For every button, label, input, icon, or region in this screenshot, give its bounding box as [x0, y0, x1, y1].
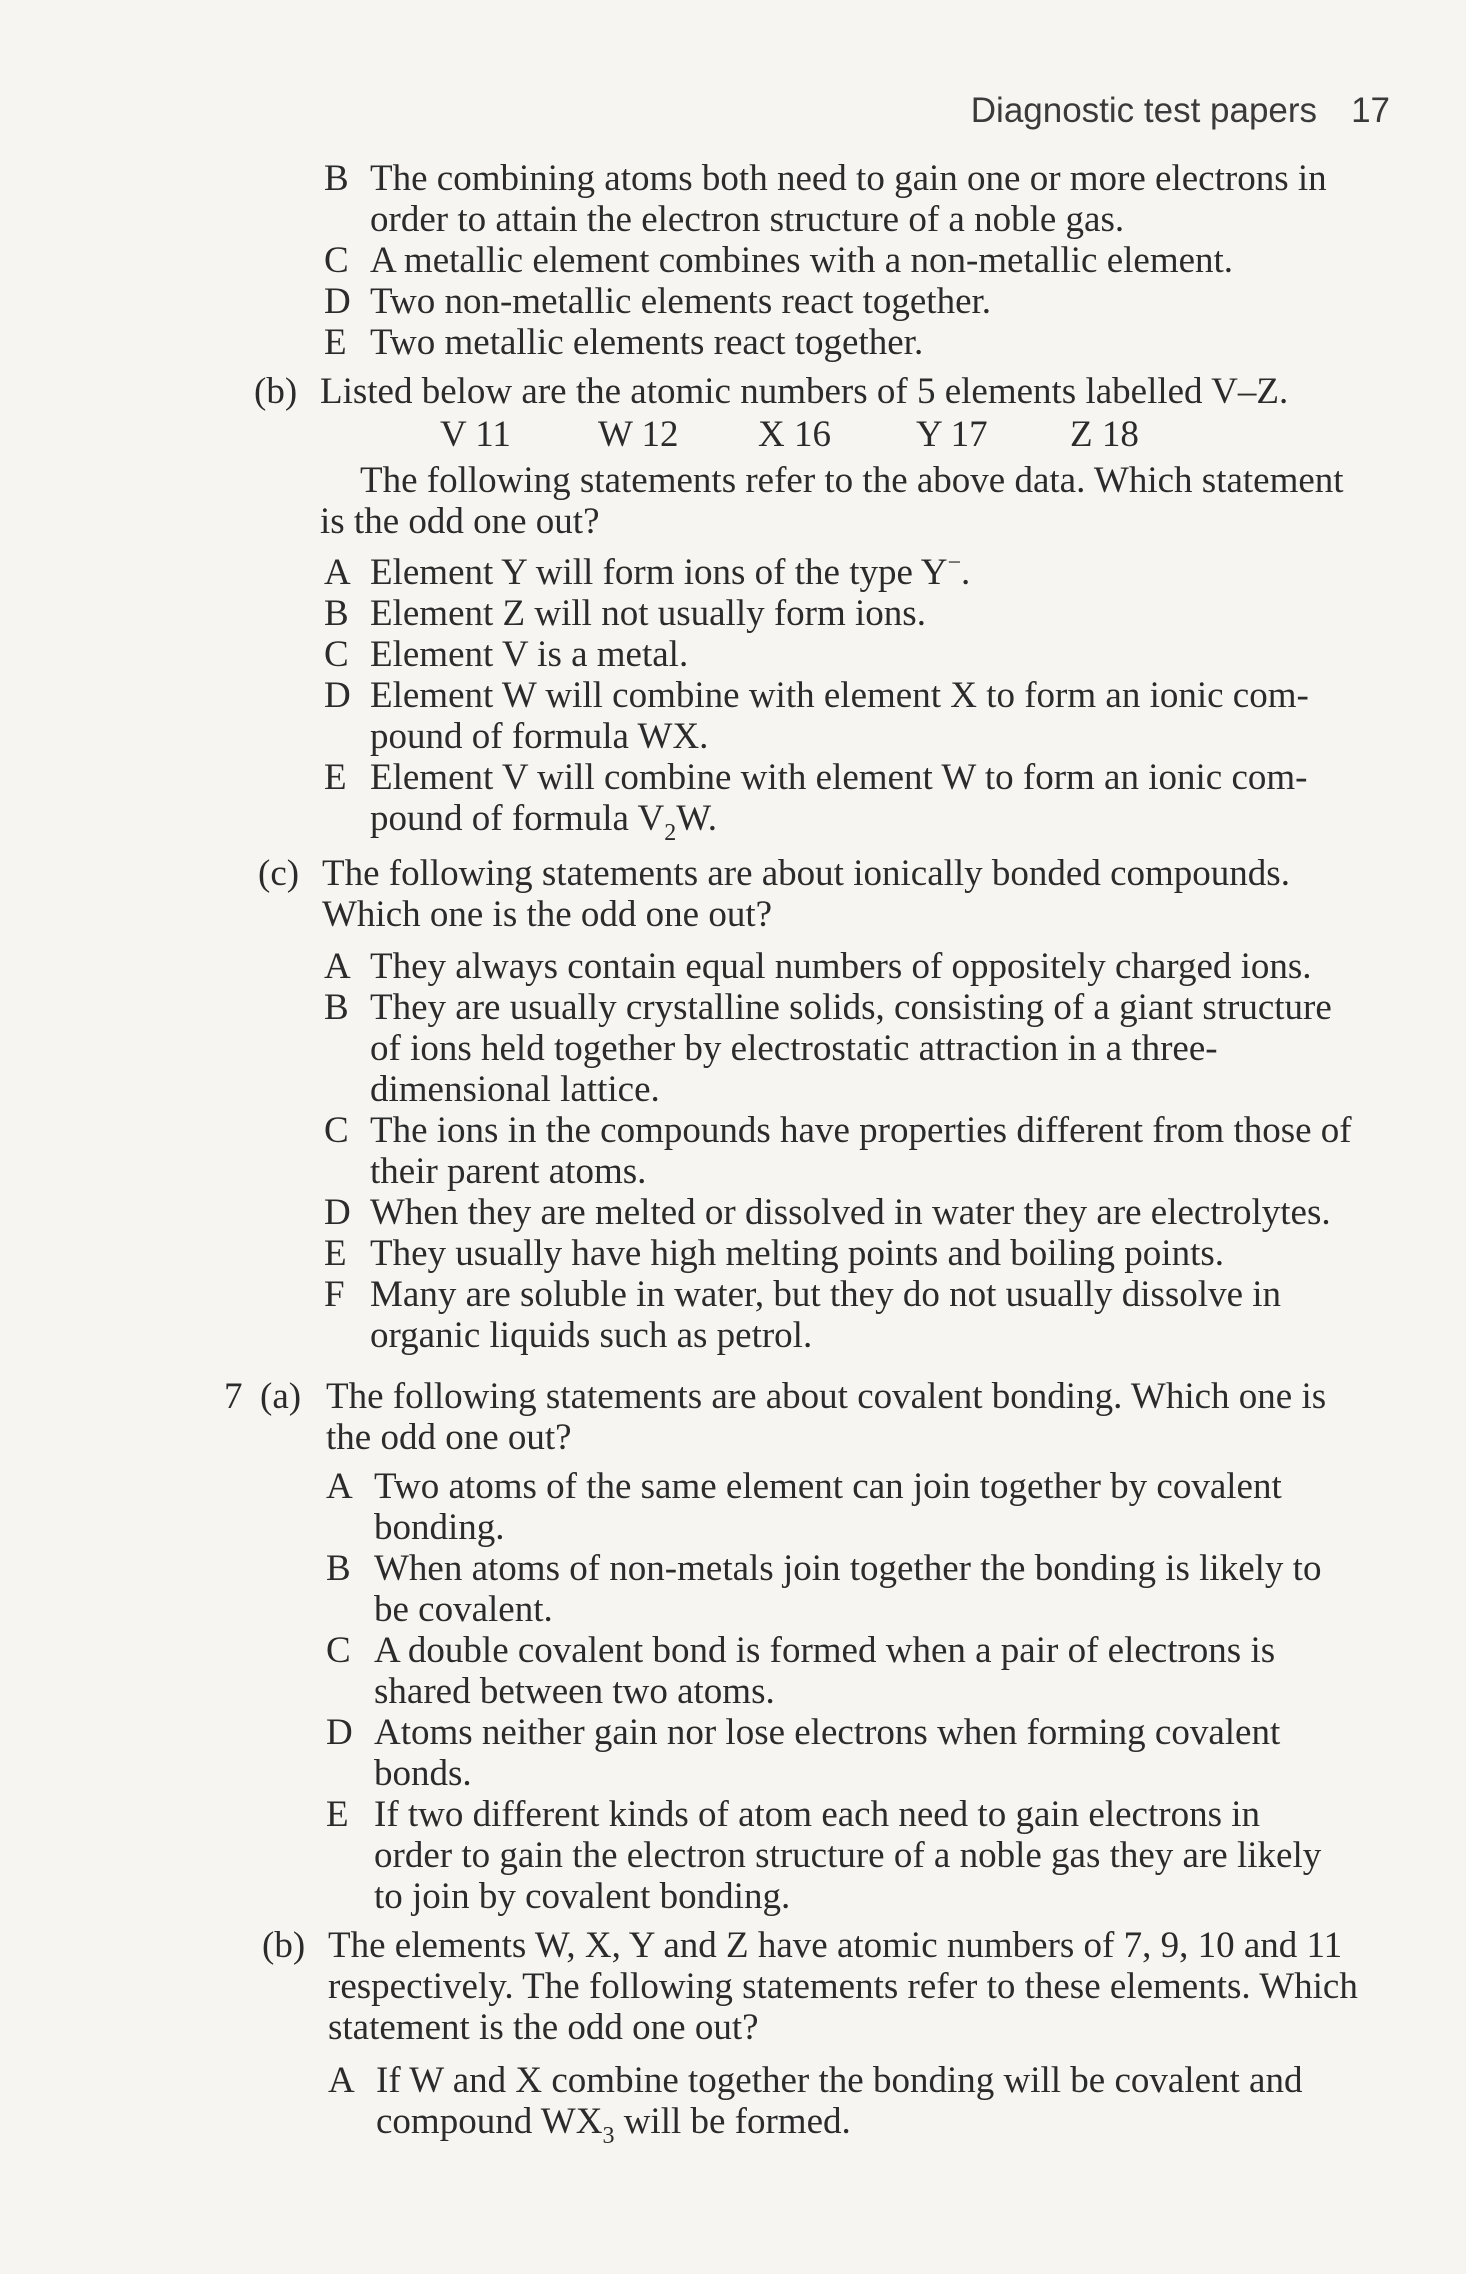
option-letter: B [324, 593, 349, 634]
option-text-line: of ions held together by electrostatic attraction in a three- [370, 1028, 1218, 1069]
option-letter: C [324, 1110, 349, 1151]
question-intro: Listed below are the atomic numbers of 5 elements labelled V–Z. [320, 371, 1289, 412]
page-number: 17 [1351, 91, 1390, 130]
element-value: Y 17 [916, 414, 988, 455]
option-text-line: Element V will combine with element W to form an ionic com- [370, 757, 1308, 798]
option-text-line: pound of formula WX. [370, 716, 709, 757]
running-title: Diagnostic test papers [970, 91, 1318, 130]
option-letter: D [326, 1712, 353, 1753]
question-stem-line: Which one is the odd one out? [322, 894, 773, 935]
option-letter: A [324, 552, 351, 593]
option-text-line: They usually have high melting points and boiling points. [370, 1233, 1224, 1274]
option-text-line: Element Y will form ions of the type Y−. [370, 550, 971, 593]
question-stem-line: The following statements refer to the above data. Which statement [360, 460, 1344, 501]
option-text-line: Many are soluble in water, but they do not usually dissolve in [370, 1274, 1282, 1315]
option-text-line: bonds. [374, 1753, 472, 1794]
element-value: Z 18 [1070, 414, 1139, 455]
option-text-line: bonding. [374, 1507, 505, 1548]
question-stem-line: respectively. The following statements refer to these elements. Which [328, 1966, 1358, 2007]
option-text-line: order to gain the electron structure of a noble gas they are likely [374, 1835, 1322, 1876]
option-letter: D [324, 675, 351, 716]
element-value: X 16 [758, 414, 831, 455]
question-stem-line: The elements W, X, Y and Z have atomic numbers of 7, 9, 10 and 11 [328, 1925, 1343, 1966]
option-letter: A [324, 946, 351, 987]
element-value: W 12 [598, 414, 679, 455]
option-letter: D [324, 281, 351, 322]
option-text-line: They always contain equal numbers of oppositely charged ions. [370, 946, 1312, 987]
option-text-line: be covalent. [374, 1589, 553, 1630]
option-text-line: to join by covalent bonding. [374, 1876, 791, 1917]
option-text-line: Two metallic elements react together. [370, 322, 924, 363]
option-text-line: When they are melted or dissolved in water they are electrolytes. [370, 1192, 1331, 1233]
option-letter: B [324, 158, 349, 199]
option-letter: B [326, 1548, 351, 1589]
option-text-line: their parent atoms. [370, 1151, 647, 1192]
question-stem-line: The following statements are about covalent bonding. Which one is [326, 1376, 1327, 1417]
option-letter: B [324, 987, 349, 1028]
page-header [0, 90, 1390, 131]
option-letter: E [326, 1794, 349, 1835]
question-stem-line: is the odd one out? [320, 501, 600, 542]
subquestion-label: (b) [254, 371, 298, 412]
option-letter: E [324, 1233, 347, 1274]
option-text-line: They are usually crystalline solids, consisting of a giant structure [370, 987, 1332, 1028]
question-stem-line: the odd one out? [326, 1417, 572, 1458]
option-letter: E [324, 757, 347, 798]
option-text-line: pound of formula $V_2W$. [370, 798, 718, 846]
option-text-line: organic liquids such as petrol. [370, 1315, 813, 1356]
option-letter: D [324, 1192, 351, 1233]
option-letter: F [324, 1274, 345, 1315]
option-text-line: Element Z will not usually form ions. [370, 593, 926, 634]
option-text-line: Two non-metallic elements react together. [370, 281, 992, 322]
option-letter: C [324, 240, 349, 281]
option-text-line: If two different kinds of atom each need to gain electrons in [374, 1794, 1260, 1835]
option-letter: A [326, 1466, 353, 1507]
option-text-line: shared between two atoms. [374, 1671, 775, 1712]
option-text-line: The combining atoms both need to gain one or more electrons in [370, 158, 1327, 199]
option-text-line: Two atoms of the same element can join together by covalent [374, 1466, 1282, 1507]
question-stem-line: statement is the odd one out? [328, 2007, 759, 2048]
option-text-line: Element V is a metal. [370, 634, 689, 675]
subquestion-label: (b) [262, 1925, 306, 1966]
option-letter: E [324, 322, 347, 363]
option-text-line: The ions in the compounds have properties different from those of [370, 1110, 1352, 1151]
option-text-line: A double covalent bond is formed when a pair of electrons is [374, 1630, 1276, 1671]
question-stem-line: The following statements are about ionically bonded compounds. [322, 853, 1290, 894]
option-text-line: A metallic element combines with a non-metallic element. [370, 240, 1234, 281]
element-value: V 11 [440, 414, 511, 455]
option-letter: A [328, 2060, 355, 2101]
option-text-line: dimensional lattice. [370, 1069, 660, 1110]
subquestion-label: (a) [260, 1376, 302, 1417]
option-letter: C [326, 1630, 351, 1671]
option-text-line: If W and X combine together the bonding will be covalent and [376, 2060, 1303, 2101]
option-letter: C [324, 634, 349, 675]
subquestion-label: (c) [258, 853, 300, 894]
option-text-line: order to attain the electron structure of a noble gas. [370, 199, 1125, 240]
option-text-line: Atoms neither gain nor lose electrons when forming covalent [374, 1712, 1281, 1753]
option-text-line: compound $WX_3$ will be formed. [376, 2101, 851, 2149]
option-text-line: When atoms of non-metals join together the bonding is likely to [374, 1548, 1322, 1589]
question-number: 7 [224, 1376, 243, 1417]
option-text-line: Element W will combine with element X to form an ionic com- [370, 675, 1309, 716]
